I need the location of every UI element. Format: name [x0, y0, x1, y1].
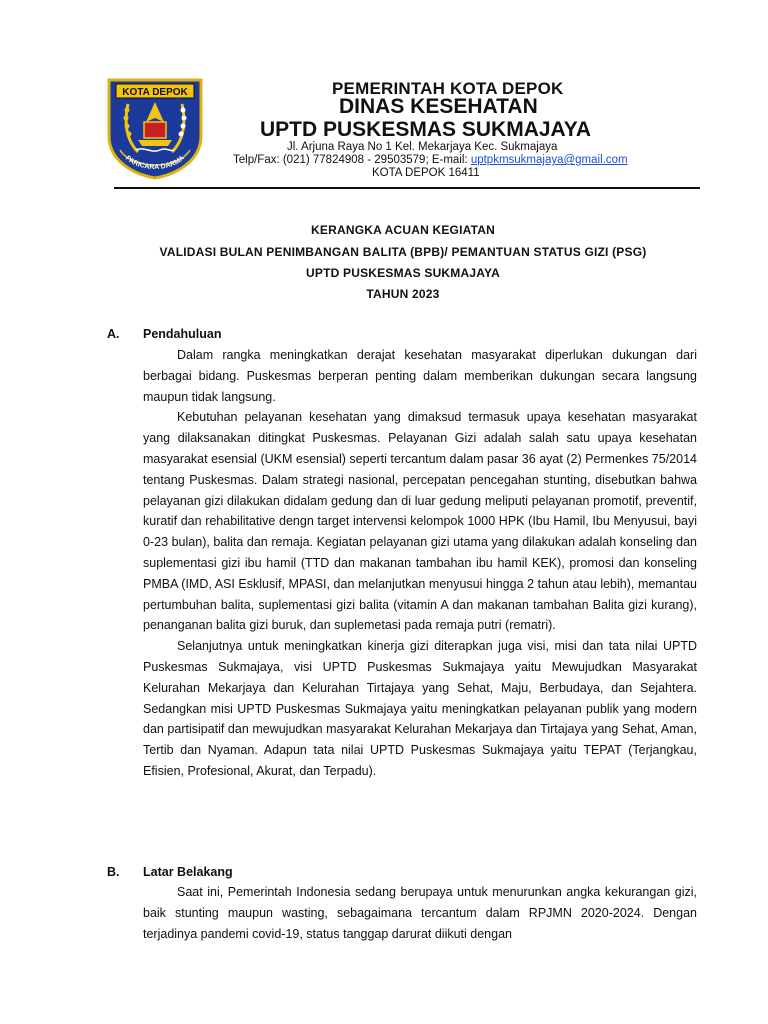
letterhead-government: PEMERINTAH KOTA DEPOK	[332, 79, 564, 98]
document-institution: UPTD PUSKESMAS SUKMAJAYA	[306, 266, 500, 280]
letterhead-institution: UPTD PUSKESMAS SUKMAJAYA	[260, 118, 592, 141]
paragraph: Saat ini, Pemerintah Indonesia sedang berupaya untuk menurunkan angka kekurangan gizi, baik stunting maupun wasting, sebagaimana tercantum dalam RPJMN 2020-2024. Dengan terjadinya pandemi covid-19, status tanggap darurat diikuti dengan	[143, 885, 697, 941]
logo-banner-text: KOTA DEPOK	[122, 87, 188, 98]
letterhead-agency: DINAS KESEHATAN	[339, 95, 538, 118]
paragraph: Selanjutnya untuk meningkatkan kinerja gizi diterapkan juga visi, misi dan tata nilai UPTD Puskesmas Sukmajaya, visi UPTD Puskesmas Sukmajaya yaitu Mewujudkan Masyarakat Kelurahan Mekarjaya dan Kelurahan Tirtajaya yang Sehat, Maju, Berbudaya, dan Sejahtera. Sedangkan misi UPTD Puskesmas Sukmajaya yaitu meningkatkan pelayanan publik yang modern dan partisipatif dan mewujudkan masyarakat Kelurahan Mekarjaya dan Tirtajaya yang Sehat, Aman, Tertib dan Nyaman. Adapun tata nilai UPTD Puskesmas Sukmajaya yaitu TEPAT (Terjangkau, Efisien, Profesional, Akurat, dan Terpadu).	[143, 639, 697, 778]
document-year: TAHUN 2023	[366, 287, 440, 301]
contact-text: Telp/Fax: (021) 77824908 - 29503579; E-mail:	[233, 154, 471, 166]
section-b-heading: Latar Belakang	[143, 865, 233, 879]
section-a-heading: Pendahuluan	[143, 327, 222, 341]
letterhead-city: KOTA DEPOK 16411	[372, 167, 480, 179]
letterhead-divider	[114, 187, 700, 189]
section-a-body	[143, 345, 697, 782]
letterhead-contact	[233, 154, 628, 166]
section-a-letter: A.	[107, 327, 120, 341]
logo-motto-text: PARICARA DARMA	[124, 154, 186, 172]
section-b-letter: B.	[107, 865, 120, 879]
letterhead-address: Jl. Arjuna Raya No 1 Kel. Mekarjaya Kec. Sukmajaya	[287, 141, 558, 153]
paragraph: Dalam rangka meningkatkan derajat kesehatan masyarakat diperlukan dukungan dari berbagai bidang. Puskesmas berperan penting dalam memberikan dukungan secara langsung maupun tidak langsung.	[143, 348, 697, 404]
section-b-body	[143, 882, 697, 944]
document-title: KERANGKA ACUAN KEGIATAN	[311, 223, 495, 237]
email-link[interactable]: uptpkmsukmajaya@gmail.com	[470, 154, 628, 166]
kota-depok-crest-icon	[106, 78, 204, 180]
paragraph: Kebutuhan pelayanan kesehatan yang dimaksud termasuk upaya kesehatan masyarakat yang dilaksanakan ditingkat Puskesmas. Pelayanan Gizi adalah salah satu upaya kesehatan masyarakat esensial (UKM esensial) seperti tercantum dalam pasar 36 ayat (2) Permenkes 75/2014 tentang Puskesmas. Dalam strategi nasional, percepatan pencegahan stunting, disebutkan bahwa pelayanan gizi dilakukan didalam gedung dan di luar gedung meliputi pelayanan promotif, preventif, kuratif dan rehabilitative dengn target intervensi kelompok 1000 HPK (Ibu Hamil, Ibu Menyusui, bayi 0-23 bulan), balita dan remaja. Kegiatan pelayanan gizi utama yang dilakukan adalah konseling dan suplementasi gizi ibu hamil (TTD dan makanan tambahan ibu hamil KEK), promosi dan konseling PMBA (IMD, ASI Esklusif, MPASI, dan melanjutkan menyusui hingga 2 tahun atau lebih), memantau pertumbuhan balita, suplementasi gizi balita (vitamin A dan makanan tambahan Balita gizi kurang), penanganan balita gizi buruk, dan suplemetasi pada remaja putri (rematri).	[143, 410, 697, 633]
document-subtitle: VALIDASI BULAN PENIMBANGAN BALITA (BPB)/ PEMANTUAN STATUS GIZI (PSG)	[159, 245, 647, 259]
